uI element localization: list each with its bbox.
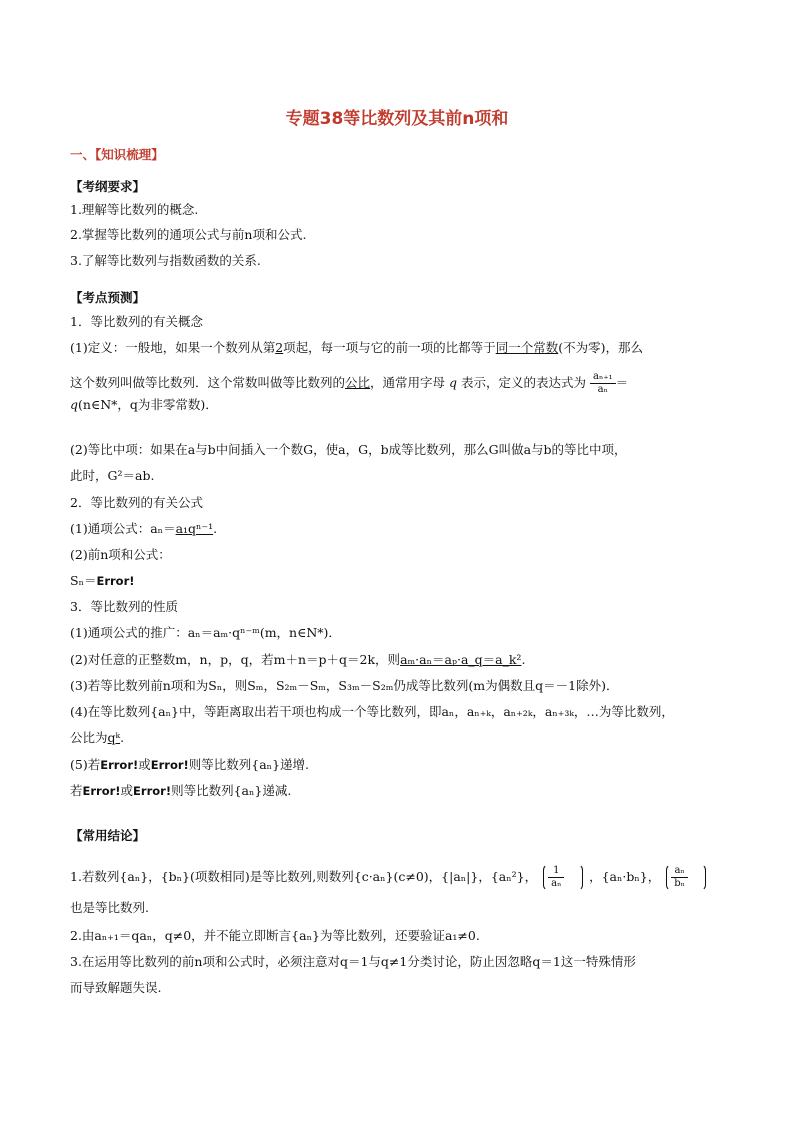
period: . (213, 521, 218, 536)
error-placeholder: Error! (133, 784, 172, 798)
fraction-denominator: aₙ (597, 384, 608, 395)
text-segment: ，{aₙ·bₙ}， (589, 869, 661, 884)
kaodian-line-8 (70, 520, 217, 538)
text-segment: (不为零)，那么 (558, 340, 643, 355)
text-segment: aₙ＝ (150, 521, 176, 536)
equals-sign: ＝ (615, 375, 629, 390)
section-heading: 一、【知识梳理】 (70, 147, 164, 162)
fraction-numerator: aₙ (671, 865, 688, 878)
kaodian-line-14: (3)若等比数列前n项和为Sₙ，则Sₘ，S₂ₘ－Sₘ，S₃ₘ－S₂ₘ仍成等比数列(m为偶数且q＝－1除外)． (70, 678, 619, 693)
underlined-term: 同一个常数 (495, 340, 559, 355)
kaogang-heading: 【考纲要求】 (70, 179, 146, 194)
text-segment: 项起，每一项与它的前一项的比都等于 (283, 340, 496, 355)
symbol-q: q (70, 397, 79, 412)
error-placeholder: Error! (150, 758, 189, 772)
symbol-q: q (449, 375, 458, 390)
period: . (521, 652, 526, 667)
text-segment: (2)对任意的正整数m，n，p，q，若m＋n＝p＋q＝2k，则 (70, 652, 401, 667)
text-segment: 若 (70, 783, 83, 798)
kaodian-line-18 (70, 782, 291, 800)
period: . (120, 730, 125, 745)
text-segment: 这个数列叫做等比数列．这个常数叫做等比数列的 (70, 375, 346, 390)
text-segment: 公比为 (70, 730, 108, 745)
text-segment: (5)若 (70, 757, 101, 772)
kaodian-line-17 (70, 756, 309, 774)
text-segment: (n∈N*，q为非零常数)． (78, 397, 218, 412)
changyong-heading: 【常用结论】 (70, 828, 146, 843)
kaodian-line-2 (70, 339, 643, 357)
kaodian-line-9: (2)前n项和公式： (70, 547, 171, 562)
changyong-line-5: 而导致解题失误. (70, 980, 162, 995)
fraction-numerator: 1 (548, 865, 564, 878)
kaodian-line-16 (70, 729, 124, 747)
kaogang-item-1: 1.理解等比数列的概念. (70, 202, 199, 217)
text-segment: (1)通项公式： (70, 521, 151, 536)
brace-set-reciprocal (543, 864, 583, 891)
text-segment: ，通常用字母 (370, 375, 446, 390)
quotient-fraction (671, 865, 688, 890)
fraction-denominator: bₙ (674, 878, 685, 889)
underlined-term: 公比 (345, 375, 371, 390)
text-segment: 1.若数列{aₙ}，{bₙ}(项数相同)是等比数列,则数列{c·aₙ}(c≠0)，{|aₙ|}，{aₙ²}， (70, 869, 538, 884)
fraction-denominator: aₙ (551, 878, 562, 889)
kaodian-line-11: 3．等比数列的性质 (70, 599, 178, 614)
kaodian-line-3 (70, 371, 628, 396)
reciprocal-fraction (548, 865, 564, 890)
kaodian-line-13 (70, 651, 525, 669)
changyong-line-2: 也是等比数列. (70, 900, 149, 915)
definition-fraction (590, 371, 616, 396)
brace-set-quotient (666, 864, 706, 891)
kaodian-line-5: (2)等比中项：如果在a与b中间插入一个数G，使a，G，b成等比数列，那么G叫做a与b的等比中项， (70, 442, 627, 457)
kaogang-item-2: 2.掌握等比数列的通项公式与前n项和公式. (70, 227, 307, 242)
error-placeholder: Error! (96, 574, 135, 588)
text-segment: 则等比数列{aₙ}递增. (188, 757, 310, 772)
changyong-line-3: 2.由aₙ₊₁＝qaₙ，q≠0，并不能立即断言{aₙ}为等比数列，还要验证a₁≠0. (70, 928, 480, 943)
kaodian-line-15: (4)在等比数列{aₙ}中，等距离取出若干项也构成一个等比数列，即aₙ，aₙ₊ₖ，aₙ₊₂ₖ，aₙ₊₃ₖ，…为等比数列， (70, 704, 674, 719)
kaodian-line-1: 1．等比数列的有关概念 (70, 314, 203, 329)
changyong-line-1 (70, 864, 708, 891)
underlined-term: 2 (275, 340, 284, 355)
error-placeholder: Error! (82, 784, 121, 798)
text-segment: Sₙ＝ (70, 573, 97, 588)
text-segment: (1)定义：一般地，如果一个数列从第 (70, 340, 276, 355)
page-title: 专题38等比数列及其前n项和 (285, 109, 509, 129)
kaodian-line-6: 此时，G²＝ab. (70, 468, 155, 483)
changyong-line-4: 3.在运用等比数列的前n项和公式时，必须注意对q＝1与q≠1分类讨论，防止因忽略q＝1这一特殊情形 (70, 954, 636, 969)
kaodian-line-12: (1)通项公式的推广：aₙ＝aₘ·qⁿ⁻ᵐ(m，n∈N*)． (70, 625, 341, 640)
fraction-numerator: aₙ₊₁ (590, 371, 616, 384)
kaodian-heading: 【考点预测】 (70, 290, 146, 305)
error-placeholder: Error! (100, 758, 139, 772)
text-segment: 或 (138, 757, 151, 772)
underlined-formula: aₘ·aₙ＝aₚ·a_q＝a_k² (400, 652, 522, 667)
underlined-formula: qᵏ (107, 730, 121, 745)
text-segment: 则等比数列{aₙ}递减. (171, 783, 292, 798)
kaogang-item-3: 3.了解等比数列与指数函数的关系. (70, 253, 261, 268)
kaodian-line-7: 2．等比数列的有关公式 (70, 495, 203, 510)
text-segment: 表示，定义的表达式为 (461, 375, 587, 390)
kaodian-line-4 (70, 396, 218, 414)
kaodian-line-10 (70, 572, 135, 590)
underlined-formula: a₁qⁿ⁻¹ (175, 521, 214, 536)
text-segment: 或 (120, 783, 134, 798)
